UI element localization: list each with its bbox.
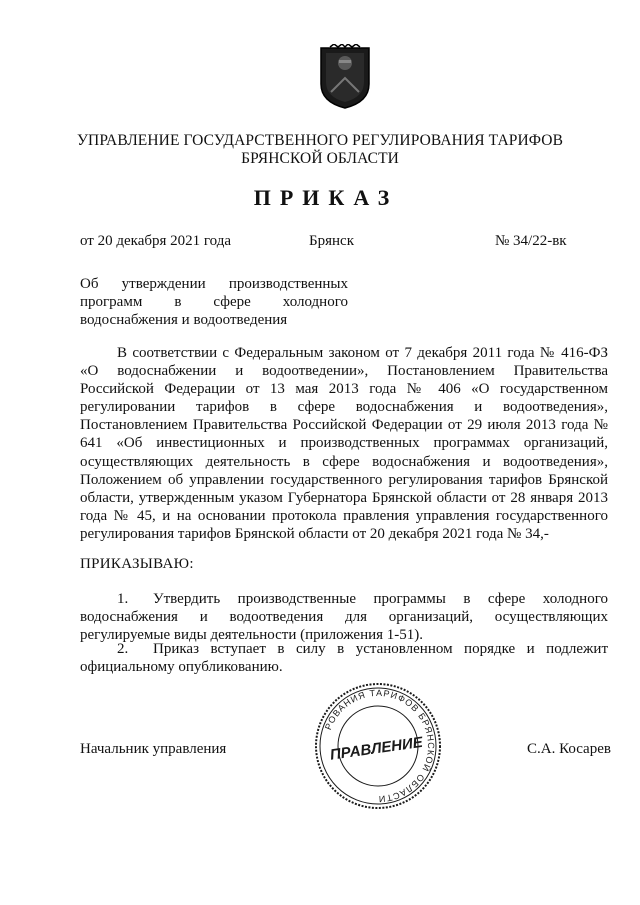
signer-position: Начальник управления <box>80 741 227 757</box>
order-heading: ПРИКАЗЫВАЮ: <box>80 556 194 572</box>
order-item-text: Утвердить производственные программы в сфере холодного водоснабжения и водоотведения для организаций, осуществляющих регулируемые виды деятельности (приложения 1-51). <box>80 591 608 644</box>
order-item <box>80 590 608 644</box>
subject-line-a: Об утверждении производственных программ в сфере холодного <box>80 276 348 310</box>
order-item-number: 1. <box>117 591 129 607</box>
svg-text:РОВАНИЯ ТАРИФОВ БРЯНСКОЙ ОБЛАС: РОВАНИЯ ТАРИФОВ БРЯНСКОЙ ОБЛАСТИ <box>322 687 437 805</box>
organization-name-line1: УПРАВЛЕНИЕ ГОСУДАРСТВЕННОГО РЕГУЛИРОВАНИЯ ТАРИФОВ <box>76 132 564 149</box>
official-seal-stamp <box>313 681 443 811</box>
subject-line-b: водоснабжения и водоотведения <box>80 312 288 328</box>
order-item-number: 2. <box>117 641 129 657</box>
order-item <box>80 640 608 676</box>
organization-name-line2: БРЯНСКОЙ ОБЛАСТИ <box>241 150 399 167</box>
document-subject <box>80 275 348 329</box>
document-type-title: ПРИКАЗ <box>253 185 399 210</box>
order-item-text: Приказ вступает в силу в установленном порядке и подлежит официальному опубликованию. <box>80 641 608 676</box>
svg-text:ПРАВЛЕНИЕ: ПРАВЛЕНИЕ <box>328 733 424 764</box>
signer-name: С.А. Косарев <box>527 741 611 757</box>
document-number: № 34/22-вк <box>495 233 567 249</box>
coat-of-arms-emblem <box>318 44 372 110</box>
preamble-paragraph: В соответствии с Федеральным законом от 7 декабря 2011 года № 416-ФЗ «О водоснабжении и водоотведении», Постановлением Правительства Российской Федерации от 13 мая 2013 года № 406 «О государственном регулировании тарифов в сфере водоснабжения и водоотведения», Постановлением Правительства Российской Федерации от 29 июля 2013 года № 641 «Об инвестиционных и производственных программах организаций, осуществляющих деятельность в сфере водоснабжения и водоотведения», Положением об управлении государственного регулирования тарифов Брянской области, утвержденным указом Губернатора Брянской области от 28 января 2013 года № 45, и на основании протокола правления управления государственного регулирования тарифов Брянской области от 20 декабря 2021 года № 34,- <box>80 345 608 542</box>
document-date: от 20 декабря 2021 года <box>80 233 232 249</box>
document-city: Брянск <box>309 233 354 249</box>
